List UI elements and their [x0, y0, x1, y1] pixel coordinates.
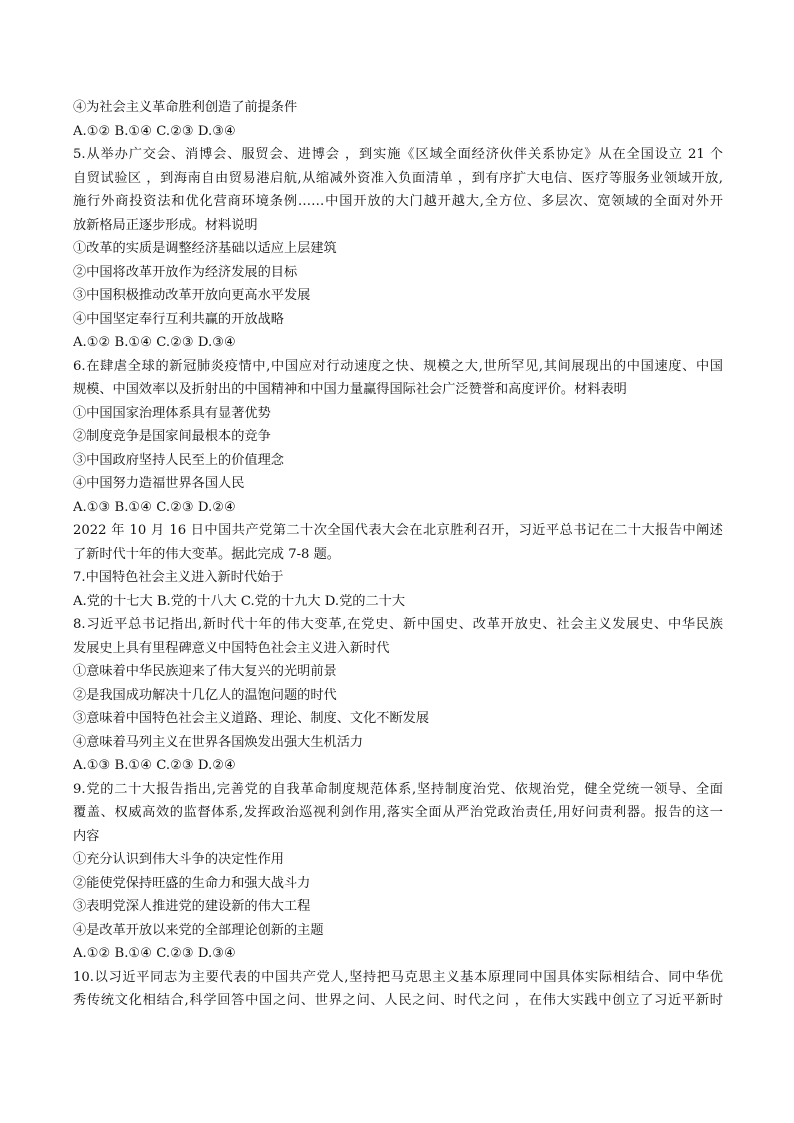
question-7-stem: 7.中国特色社会主义进入新时代始于 — [73, 570, 284, 585]
option-text: ②是我国成功解决十几亿人的温饱问题的时代 — [73, 687, 337, 703]
exam-page — [73, 96, 723, 1013]
option-text: ④是改革开放以来党的全部理论创新的主题 — [73, 922, 324, 938]
material-intro: 了新时代十年的伟大变革。据此完成 7-8 题。 — [73, 546, 340, 562]
question-5-stem: 自贸试验区 ，到海南自由贸易港启航,从缩减外资准入负面清单 ，到有序扩大电信、医疗等服务业领域开放, — [73, 170, 723, 186]
question-10-stem: 10.以习近平同志为主要代表的中国共产党人,坚持把马克思主义基本原理同中国具体实际相结合、同中华优 — [73, 969, 723, 985]
option-text: ①中国国家治理体系具有显著优势 — [73, 405, 271, 421]
question-6-stem: 规模、中国效率以及折射出的中国精神和中国力量赢得国际社会广泛赞誉和高度评价。材料表明 — [73, 382, 627, 397]
option-text: ④意味着马列主义在世界各国焕发出强大生机活力 — [73, 734, 364, 750]
answer-choices: A.①③ B.①④ C.②③ D.②④ — [73, 758, 236, 773]
option-text: ④中国努力造福世界各国人民 — [73, 476, 245, 491]
option-text: ①意味着中华民族迎来了伟大复兴的光明前景 — [73, 664, 337, 679]
question-5-stem: 放新格局正逐步形成。材料说明 — [73, 217, 258, 233]
question-9-stem: 内容 — [73, 828, 100, 844]
option-text: ①充分认识到伟大斗争的决定性作用 — [73, 852, 284, 867]
option-text: ④中国坚定奉行互利共赢的开放战略 — [73, 311, 284, 327]
question-8-stem: 发展史上具有里程碑意义中国特色社会主义进入新时代 — [73, 640, 390, 656]
option-text: ④为社会主义革命胜利创造了前提条件 — [73, 100, 298, 115]
question-8-stem: 8.习近平总书记指出,新时代十年的伟大变革,在党史、新中国史、改革开放史、社会主义发展史、中华民族 — [73, 617, 723, 632]
option-text: ②能使党保持旺盛的生命力和强大战斗力 — [73, 875, 311, 891]
answer-choices: A.①② B.①④ C.②③ D.③④ — [73, 335, 236, 350]
option-text: ③中国积极推动改革开放向更高水平发展 — [73, 288, 311, 303]
answer-choices: A.①③ B.①④ C.②③ D.②④ — [73, 499, 236, 515]
option-text: ③表明党深人推进党的建设新的伟大工程 — [73, 899, 311, 914]
question-9-stem: 覆盖、权威高效的监督体系,发挥政治巡视利剑作用,落实全面从严治党政治责任,用好问责利器。报告的这一 — [73, 805, 723, 820]
answer-choices: A.党的十七大 B.党的十八大 C.党的十九大 D.党的二十大 — [73, 593, 406, 609]
option-text: ②中国将改革开放作为经济发展的目标 — [73, 264, 298, 280]
answer-choices: A.①② B.①④ C.②③ D.③④ — [73, 123, 236, 139]
question-10-stem: 秀传统文化相结合,科学回答中国之问、世界之问、人民之问、时代之问 ，在伟大实践中创立了习近平新时 — [73, 993, 723, 1008]
option-text: ①改革的实质是调整经济基础以适应上层建筑 — [73, 241, 337, 256]
question-6-stem: 6.在肆虐全球的新冠肺炎疫情中,中国应对行动速度之快、规模之大,世所罕见,其间展现出的中国速度、中国 — [73, 358, 723, 374]
question-9-stem: 9.党的二十大报告指出,完善党的自我革命制度规范体系,坚持制度治党、依规治党，健全党统一领导、全面 — [73, 781, 723, 797]
option-text: ③中国政府坚持人民至上的价值理念 — [73, 452, 284, 468]
option-text: ③意味着中国特色社会主义道路、理论、制度、文化不断发展 — [73, 711, 430, 726]
option-text: ②制度竞争是国家间最根本的竞争 — [73, 429, 271, 444]
answer-choices: A.①② B.①④ C.②③ D.③④ — [73, 946, 236, 961]
question-5-stem: 施行外商投资法和优化营商环境条例……中国开放的大门越开越大,全方位、多层次、宽领域的全面对外开 — [73, 194, 723, 209]
question-5-stem: 5.从举办广交会、消博会、服贸会、进博会 ，到实施《区域全面经济伙伴关系协定》从在全国设立 21 个 — [73, 147, 723, 162]
material-intro: 2022 年 10 月 16 日中国共产党第二十次全国代表大会在北京胜利召开，习近平总书记在二十大报告中阐述 — [73, 523, 723, 538]
